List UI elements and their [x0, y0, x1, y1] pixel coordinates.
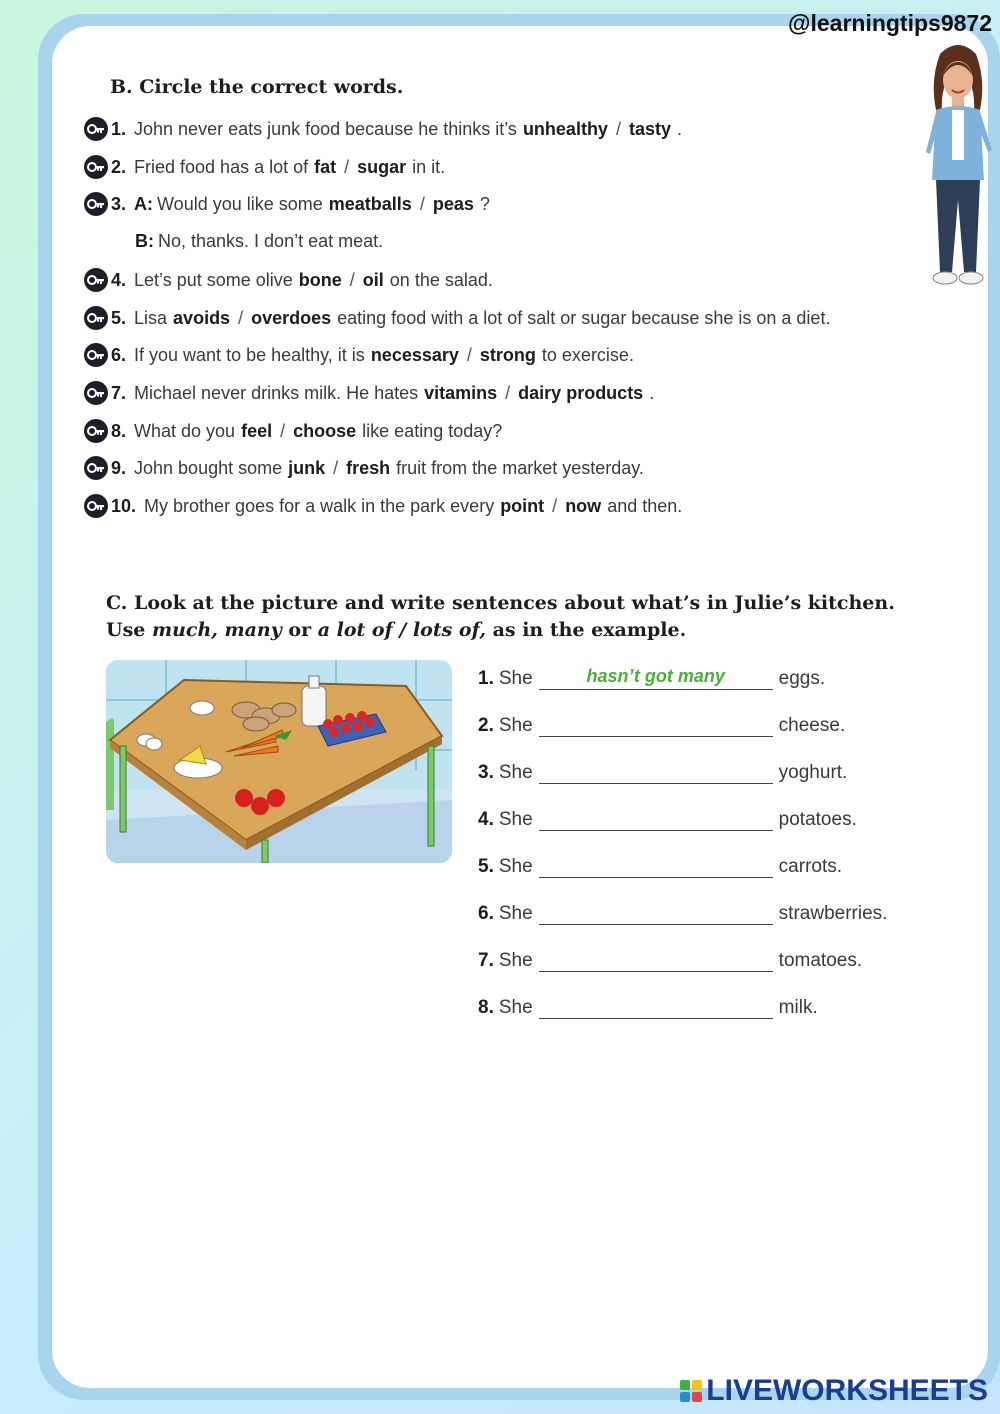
row-subject: She	[498, 762, 533, 783]
question-3-reply	[135, 231, 383, 252]
key-icon[interactable]	[84, 192, 108, 216]
answer-blank[interactable]	[539, 945, 773, 972]
section-b-title: B. Circle the correct words.	[110, 76, 404, 98]
question-text-before: John never eats junk food because he thinks it’s	[134, 118, 517, 139]
question-number: 1.	[111, 118, 127, 139]
answer-text: hasn’t got many	[586, 666, 725, 686]
writing-row-2	[478, 707, 845, 737]
option-2[interactable]: oil	[362, 269, 384, 290]
writing-row-6	[478, 895, 887, 925]
title-emphasis-2: a lot of / lots of,	[317, 619, 486, 641]
key-icon[interactable]	[84, 155, 108, 179]
option-separator: /	[238, 307, 244, 328]
question-text-after: in it.	[412, 156, 446, 177]
question-text-before: Michael never drinks milk. He hates	[134, 382, 419, 403]
row-subject: She	[498, 856, 533, 877]
key-icon[interactable]	[84, 268, 108, 292]
row-number: 5.	[478, 856, 494, 877]
question-7	[84, 378, 654, 408]
option-2[interactable]: strong	[479, 344, 536, 365]
title-suffix: as in the example.	[485, 619, 687, 641]
writing-row-8	[478, 989, 818, 1019]
key-icon[interactable]	[84, 494, 108, 518]
option-1[interactable]: fat	[314, 156, 337, 177]
option-1[interactable]: unhealthy	[522, 118, 608, 139]
row-number: 7.	[478, 950, 494, 971]
row-number: 8.	[478, 997, 494, 1018]
row-subject: She	[498, 950, 533, 971]
row-number: 6.	[478, 903, 494, 924]
speaker-label: B:	[135, 231, 154, 251]
liveworksheets-logo	[680, 1374, 988, 1408]
writing-row-4	[478, 801, 857, 831]
row-item: milk.	[778, 997, 818, 1018]
question-text-after: on the salad.	[389, 269, 493, 290]
row-subject: She	[498, 809, 533, 830]
answer-blank[interactable]	[539, 851, 773, 878]
watermark-handle: @learningtips9872	[788, 10, 992, 36]
reply-text: No, thanks. I don’t eat meat.	[158, 231, 384, 251]
writing-row-1	[478, 660, 825, 690]
answer-blank[interactable]	[539, 757, 773, 784]
row-subject: She	[498, 997, 533, 1018]
question-text-before: Let’s put some olive	[134, 269, 293, 290]
answer-blank[interactable]	[539, 992, 773, 1019]
option-separator: /	[505, 382, 511, 403]
question-text-before: What do you	[134, 420, 236, 441]
question-2	[84, 152, 445, 182]
title-emphasis-1: much, many	[151, 619, 282, 641]
row-item: cheese.	[778, 715, 846, 736]
answer-blank[interactable]	[539, 804, 773, 831]
question-number: 2.	[111, 156, 127, 177]
option-1[interactable]: junk	[288, 457, 326, 478]
question-text-after: like eating today?	[362, 420, 503, 441]
row-number: 1.	[478, 668, 494, 689]
row-number: 2.	[478, 715, 494, 736]
writing-row-3	[478, 754, 847, 784]
answer-blank[interactable]	[539, 663, 773, 690]
option-separator: /	[552, 495, 558, 516]
option-separator: /	[280, 420, 286, 441]
option-2[interactable]: peas	[432, 193, 474, 214]
row-item: carrots.	[778, 856, 843, 877]
key-icon[interactable]	[84, 419, 108, 443]
key-icon[interactable]	[84, 381, 108, 405]
option-1[interactable]: vitamins	[424, 382, 498, 403]
question-number: 4.	[111, 269, 127, 290]
answer-blank[interactable]	[539, 710, 773, 737]
question-8	[84, 416, 502, 446]
brand-name: LIVEWORKSHEETS	[706, 1374, 988, 1407]
question-text-after: ?	[479, 193, 490, 214]
question-text-after: and then.	[607, 495, 683, 516]
option-separator: /	[419, 193, 425, 214]
option-2[interactable]: fresh	[346, 457, 391, 478]
option-1[interactable]: feel	[241, 420, 273, 441]
row-item: potatoes.	[778, 809, 857, 830]
brand-logo-icon	[680, 1380, 702, 1402]
question-number: 9.	[111, 457, 127, 478]
question-number: 5.	[111, 307, 127, 328]
option-1[interactable]: meatballs	[328, 193, 412, 214]
title-prefix: Use	[106, 619, 152, 641]
answer-blank[interactable]	[539, 898, 773, 925]
question-text-after: .	[677, 118, 683, 139]
option-2[interactable]: tasty	[628, 118, 671, 139]
question-text-before: My brother goes for a walk in the park every	[144, 495, 495, 516]
option-2[interactable]: dairy products	[518, 382, 644, 403]
key-icon[interactable]	[84, 343, 108, 367]
question-9	[84, 453, 644, 483]
question-text-after: eating food with a lot of salt or sugar because she is on a diet.	[337, 307, 831, 328]
writing-row-5	[478, 848, 842, 878]
question-5	[84, 303, 830, 333]
option-separator: /	[349, 269, 355, 290]
row-item: eggs.	[778, 668, 826, 689]
question-1	[84, 114, 682, 144]
option-separator: /	[344, 156, 350, 177]
question-text-before: Would you like some	[157, 193, 323, 214]
option-2[interactable]: choose	[293, 420, 357, 441]
key-icon[interactable]	[84, 117, 108, 141]
row-subject: She	[498, 903, 533, 924]
question-text-before: Fried food has a lot of	[134, 156, 309, 177]
question-number: 10.	[111, 495, 137, 516]
question-6	[84, 340, 634, 370]
question-number: 8.	[111, 420, 127, 441]
option-1[interactable]: bone	[298, 269, 342, 290]
option-separator: /	[333, 457, 339, 478]
kitchen-table-illustration	[106, 660, 452, 863]
question-3	[84, 189, 490, 219]
row-item: tomatoes.	[778, 950, 863, 971]
section-c-title-line1: C. Look at the picture and write sentences about what’s in Julie’s kitchen.	[106, 592, 895, 614]
title-mid: or	[281, 619, 318, 641]
key-icon[interactable]	[84, 306, 108, 330]
question-text-after: .	[649, 382, 655, 403]
option-2[interactable]: now	[565, 495, 602, 516]
question-text-before: Lisa	[134, 307, 168, 328]
question-10	[84, 491, 682, 521]
speaker-label: A:	[134, 193, 154, 214]
writing-row-7	[478, 942, 862, 972]
option-separator: /	[466, 344, 472, 365]
option-separator: /	[615, 118, 621, 139]
option-1[interactable]: avoids	[173, 307, 231, 328]
row-item: strawberries.	[778, 903, 888, 924]
option-1[interactable]: necessary	[370, 344, 459, 365]
row-number: 3.	[478, 762, 494, 783]
question-text-before: John bought some	[134, 457, 283, 478]
option-2[interactable]: sugar	[357, 156, 407, 177]
row-subject: She	[498, 715, 533, 736]
question-4	[84, 265, 493, 295]
option-2[interactable]: overdoes	[251, 307, 332, 328]
key-icon[interactable]	[84, 456, 108, 480]
question-number: 6.	[111, 344, 127, 365]
row-item: yoghurt.	[778, 762, 848, 783]
question-number: 7.	[111, 382, 127, 403]
option-1[interactable]: point	[500, 495, 545, 516]
question-number: 3.	[111, 193, 127, 214]
question-text-after: fruit from the market yesterday.	[396, 457, 644, 478]
row-number: 4.	[478, 809, 494, 830]
row-subject: She	[498, 668, 533, 689]
teacher-avatar-illustration	[918, 40, 998, 295]
question-text-before: If you want to be healthy, it is	[134, 344, 365, 365]
question-text-after: to exercise.	[541, 344, 634, 365]
section-c-title-line2	[106, 619, 686, 641]
